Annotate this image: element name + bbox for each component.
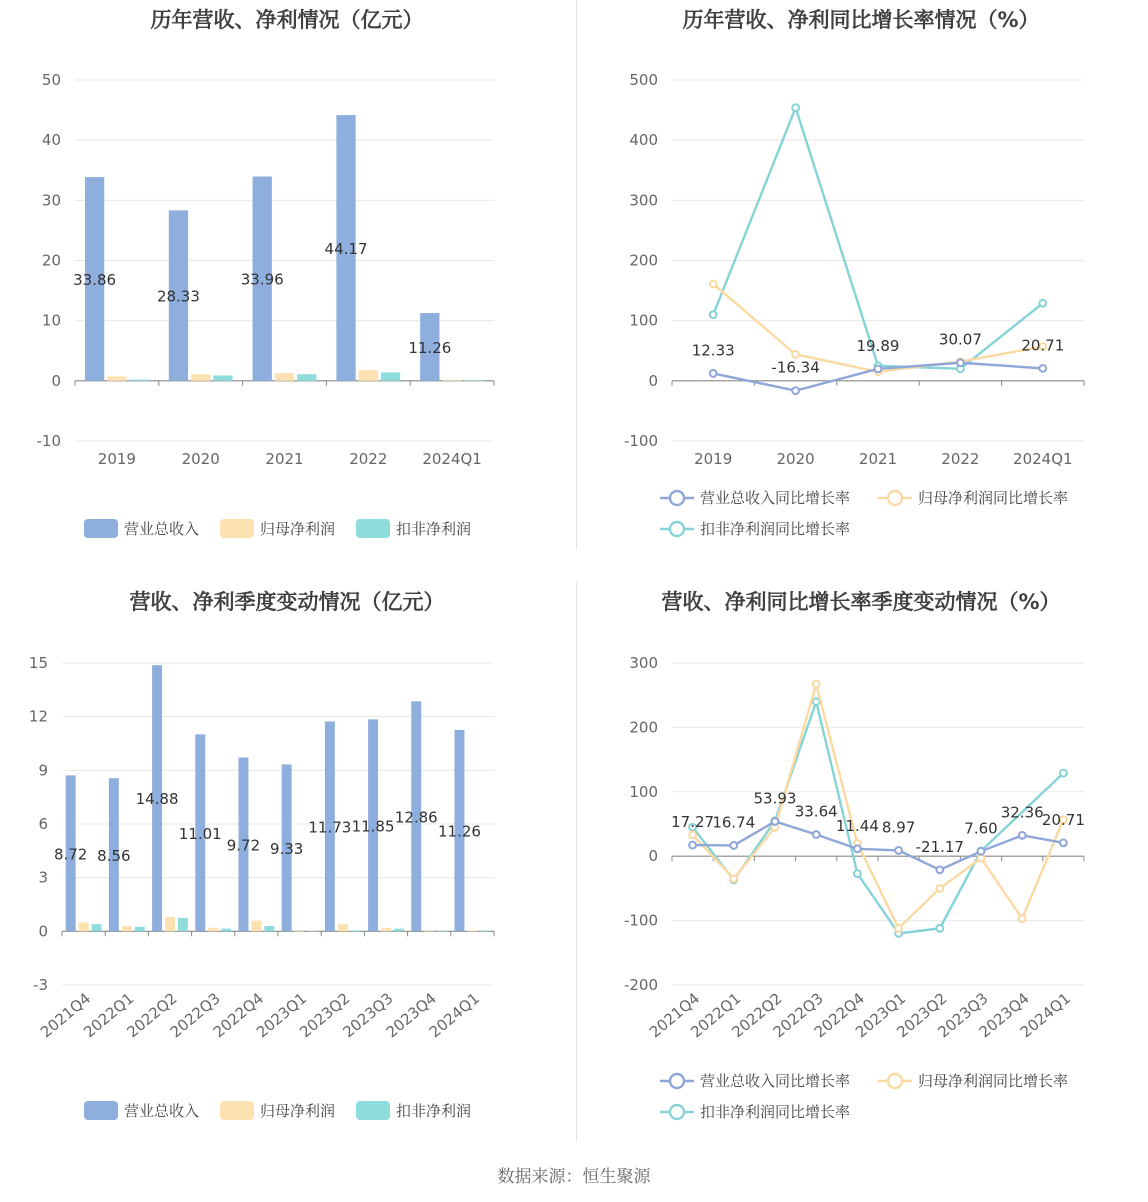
bar-value-label: 11.73 [308,818,352,837]
series-point-1 [689,832,696,839]
bar-value-label: 8.56 [97,846,131,865]
x-tick-label: 2020 [776,450,815,468]
series-point-0 [689,842,696,849]
x-tick-label: 2022 [941,450,980,468]
x-tick-label: 2022Q4 [810,989,868,1042]
series-point-0 [1060,839,1067,846]
y-tick-label: -3 [33,976,48,994]
bar-deducted-profit [351,930,361,931]
bar-net-profit [295,931,305,932]
line-value-label: 20.71 [1041,810,1085,829]
bar-deducted-profit [308,931,318,932]
bar-net-profit [359,370,378,381]
bar-net-profit [122,926,132,931]
series-point-0 [978,848,985,855]
line-value-label: 19.89 [856,336,900,355]
x-tick-label: 2022Q2 [728,989,786,1042]
series-point-2 [1039,300,1046,307]
y-tick-label: 0 [648,371,658,390]
quarterly-revenue-profit-chart [0,580,574,1150]
x-tick-label: 2022Q1 [80,989,138,1042]
bar-deducted-profit [135,927,145,931]
legend-swatch[interactable] [356,519,390,538]
bar-value-label: 11.01 [178,824,222,843]
y-tick-label: 500 [629,71,658,89]
x-tick-label: 2023Q3 [339,989,397,1042]
series-point-1 [978,855,985,862]
y-tick-label: 0 [648,847,658,866]
x-tick-label: 2021 [858,450,898,468]
legend-label[interactable]: 归母净利润同比增长率 [918,489,1069,507]
chart-title: 历年营收、净利情况（亿元） [150,8,424,32]
x-tick-label: 2019 [97,450,136,468]
y-tick-label: 200 [629,251,658,270]
legend-swatch[interactable] [220,1101,254,1120]
series-point-0 [730,842,737,849]
bar-net-profit [467,930,477,931]
line-value-label: 7.60 [964,819,998,838]
x-tick-label: 2022Q3 [769,989,827,1042]
x-tick-label: 2022Q3 [166,989,224,1042]
series-point-0 [710,370,717,377]
bar-deducted-profit [480,930,490,931]
bar-deducted-profit [221,929,231,932]
series-point-0 [895,847,902,854]
legend-label[interactable]: 营业总收入同比增长率 [700,489,851,507]
x-tick-label: 2020 [181,450,220,468]
x-tick-label: 2022 [349,450,388,468]
bar-net-profit [208,928,218,932]
line-value-label: 30.07 [938,330,982,349]
legend-marker[interactable] [670,522,684,536]
legend-marker[interactable] [670,1105,684,1119]
legend-marker[interactable] [888,1074,902,1088]
chart-title: 营收、净利季度变动情况（亿元） [129,590,445,614]
x-tick-label: 2021 [265,450,304,468]
series-point-2 [813,698,820,705]
bar-deducted-profit [465,381,484,382]
bar-value-label: 33.96 [240,270,284,289]
x-tick-label: 2022Q1 [687,989,745,1042]
bar-net-profit [107,376,126,381]
series-point-2 [854,870,861,877]
series-point-1 [792,351,799,358]
series-point-2 [710,311,717,318]
legend-swatch[interactable] [84,519,118,538]
bar-deducted-profit [264,926,274,931]
legend-marker[interactable] [670,491,684,505]
y-tick-label: 200 [629,718,658,737]
legend-label[interactable]: 扣非净利润 [396,520,472,538]
bar-value-label: 33.86 [73,270,117,289]
bar-value-label: 28.33 [156,287,200,306]
series-point-1 [710,281,717,288]
line-value-label: 11.44 [835,816,879,835]
legend-label[interactable]: 归母净利润 [260,520,336,538]
line-value-label: 32.36 [1000,803,1044,822]
y-tick-label: -100 [623,432,658,450]
y-tick-label: 50 [41,71,61,89]
y-tick-label: 100 [629,782,658,801]
x-tick-label: 2023Q4 [975,989,1033,1042]
legend-label[interactable]: 扣非净利润 [396,1102,472,1120]
y-tick-label: 6 [38,815,48,833]
bar-deducted-profit [130,380,149,381]
series-line-2 [713,108,1043,369]
annual-growth-panel [574,0,1148,560]
line-value-label: -16.34 [771,358,820,377]
bar-deducted-profit [437,931,447,932]
y-tick-label: 10 [41,311,61,330]
series-point-0 [813,831,820,838]
legend-label[interactable]: 营业总收入 [124,520,200,538]
y-tick-label: 400 [629,131,658,150]
bar-net-profit [381,928,391,932]
chart-title: 营收、净利同比增长率季度变动情况（%） [661,590,1061,614]
x-tick-label: 2024Q1 [422,450,482,468]
line-value-label: -21.17 [915,837,964,856]
bar-net-profit [424,931,434,932]
legend-label[interactable]: 营业总收入同比增长率 [700,1072,851,1090]
series-point-2 [1060,770,1067,777]
series-point-0 [957,359,964,366]
legend-label[interactable]: 归母净利润 [260,1102,336,1120]
bar-net-profit [165,917,175,931]
y-tick-label: -100 [623,911,658,930]
y-tick-label: 30 [41,191,61,210]
line-value-label: 53.93 [753,789,797,808]
bar-value-label: 44.17 [324,239,368,258]
quarterly-revenue-profit-panel [0,580,574,1150]
bar-value-label: 12.86 [394,808,438,827]
bar-net-profit [251,921,261,932]
chart-title: 历年营收、净利同比增长率情况（%） [682,8,1040,32]
bar-value-label: 11.85 [351,817,395,836]
data-source-note: 数据来源：恒生聚源 [497,1167,651,1187]
x-tick-label: 2023Q4 [382,989,440,1042]
x-tick-label: 2023Q1 [851,989,910,1042]
y-tick-label: 9 [38,761,48,780]
legend-label[interactable]: 扣非净利润同比增长率 [700,520,851,538]
bar-net-profit [79,922,89,931]
y-tick-label: 0 [51,371,61,390]
x-tick-label: 2023Q3 [934,989,992,1042]
quarterly-growth-panel [574,580,1148,1150]
x-tick-label: 2023Q1 [252,989,311,1042]
legend-label[interactable]: 归母净利润同比增长率 [918,1072,1069,1090]
series-point-0 [792,387,799,394]
series-point-2 [792,104,799,111]
series-point-1 [730,875,737,882]
y-tick-label: 20 [41,251,61,270]
bar-value-label: 9.33 [269,839,304,858]
x-tick-label: 2024Q1 [425,989,483,1042]
series-point-0 [772,818,779,825]
series-point-1 [1019,915,1026,922]
line-value-label: 17.27 [671,813,715,832]
bar-deducted-profit [213,375,232,380]
bar-net-profit [275,373,294,381]
legend-label[interactable]: 扣非净利润同比增长率 [700,1103,851,1121]
series-point-1 [813,681,820,688]
bar-net-profit [191,374,210,381]
bar-deducted-profit [381,372,400,380]
series-point-1 [895,925,902,932]
bar-deducted-profit [297,374,316,381]
bar-value-label: 11.26 [408,338,452,357]
legend-label[interactable]: 营业总收入 [124,1102,200,1120]
bar-value-label: 9.72 [226,836,261,855]
y-tick-label: 12 [28,707,48,726]
y-tick-label: 0 [38,922,48,941]
annual-growth-chart [574,0,1148,560]
bar-net-profit [442,381,461,382]
series-point-0 [875,365,882,372]
annual-revenue-profit-panel [0,0,574,560]
legend-marker[interactable] [888,491,902,505]
x-tick-label: 2024Q1 [1013,450,1073,468]
y-tick-label: 300 [629,654,658,672]
line-value-label: 16.74 [712,813,756,832]
bar-value-label: 14.88 [135,790,179,809]
y-tick-label: 40 [41,131,61,150]
y-tick-label: -200 [623,976,658,994]
x-tick-label: 2022Q2 [123,989,181,1042]
bar-deducted-profit [92,924,102,931]
legend-swatch[interactable] [84,1101,118,1120]
line-value-label: 12.33 [691,341,735,360]
line-value-label: 8.97 [881,818,916,837]
y-tick-label: 100 [629,311,658,330]
x-tick-label: 2022Q4 [209,989,267,1042]
bar-deducted-profit [394,929,404,932]
series-point-0 [1039,365,1046,372]
line-value-label: 33.64 [794,802,838,821]
bar-net-profit [338,924,348,931]
annual-revenue-profit-chart [0,0,574,560]
x-tick-label: 2019 [694,450,733,468]
line-value-label: 20.71 [1021,336,1065,355]
y-tick-label: -10 [36,432,61,450]
series-point-0 [1019,832,1026,839]
series-point-0 [854,845,861,852]
x-tick-label: 2024Q1 [1016,989,1074,1042]
x-tick-label: 2023Q2 [893,989,951,1042]
series-line-1 [713,284,1043,372]
series-point-1 [936,885,943,892]
y-tick-label: 15 [28,654,48,672]
x-tick-label: 2021Q4 [645,989,704,1042]
legend-marker[interactable] [670,1074,684,1088]
y-tick-label: 300 [629,191,658,210]
bar-deducted-profit [178,918,188,931]
bar-value-label: 8.72 [53,845,88,864]
legend-swatch[interactable] [356,1101,390,1120]
y-tick-label: 3 [38,868,48,887]
series-point-0 [936,866,943,873]
quarterly-growth-chart [574,580,1148,1150]
bar-value-label: 11.26 [437,822,481,841]
x-tick-label: 2021Q4 [36,989,95,1042]
legend-swatch[interactable] [220,519,254,538]
series-point-2 [936,925,943,932]
x-tick-label: 2023Q2 [296,989,354,1042]
